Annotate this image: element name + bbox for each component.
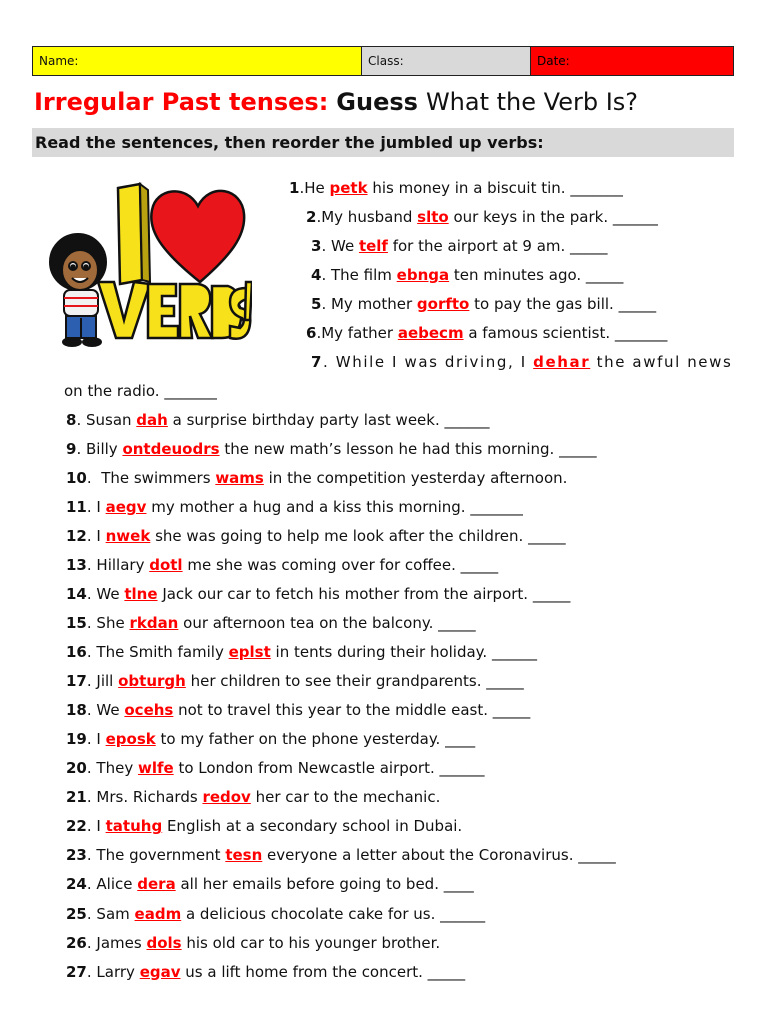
name-label: Name:	[39, 54, 79, 68]
sentence-text-post: our keys in the park. ______	[448, 208, 658, 226]
sentence-number: 14	[66, 585, 87, 604]
jumbled-verb: petk	[329, 179, 368, 197]
title-red-part: Irregular Past tenses:	[34, 88, 329, 116]
sentence-text-pre: We	[91, 701, 125, 720]
sentence-text-post: the new math’s lesson he had this morning. _____	[219, 440, 597, 459]
sentence-number: 5	[311, 295, 322, 313]
sentence-text-pre: My mother	[326, 295, 417, 313]
sentence-text-pre: I	[91, 817, 106, 836]
sentence-number: 9	[66, 440, 77, 459]
sentence-number: 20	[66, 759, 87, 778]
instruction-text: Read the sentences, then reorder the jumbled up verbs:	[35, 133, 544, 152]
sentence-15: 15. She rkdan our afternoon tea on the balcony. _____	[66, 614, 476, 633]
sentence-text-post: a delicious chocolate cake for us. ______	[181, 904, 486, 923]
sentence-text-post: in tents during their holiday. ______	[270, 643, 537, 662]
jumbled-verb: tesn	[225, 846, 263, 865]
sentence-text-post: our afternoon tea on the balcony. _____	[178, 614, 476, 633]
sentence-number: 6	[306, 324, 317, 342]
sentence-25: 25. Sam eadm a delicious chocolate cake for us. ______	[66, 904, 486, 923]
sentence-text-pre: Jill	[91, 672, 119, 691]
class-label: Class:	[368, 54, 404, 68]
sentence-text-pre: He	[304, 179, 330, 197]
jumbled-verb: aegv	[105, 498, 147, 517]
sentence-number: 25	[66, 904, 87, 923]
sentence-19: 19. I eposk to my father on the phone yesterday. ____	[66, 730, 476, 749]
date-field[interactable]	[531, 47, 733, 75]
jumbled-verb: rkdan	[129, 614, 179, 633]
sentence-23: 23. The government tesn everyone a letter about the Coronavirus. _____	[66, 846, 616, 865]
sentence-7: 7. While I was driving, I dehar the awful news	[311, 353, 733, 371]
sentence-text-pre: James	[91, 933, 147, 952]
sentence-20: 20. They wlfe to London from Newcastle airport. ______	[66, 759, 485, 778]
jumbled-verb: dera	[137, 875, 176, 894]
sentence-text-post: me she was coming over for coffee. _____	[182, 556, 499, 575]
sentence-text-pre: Larry	[91, 962, 140, 981]
sentence-text-post: a surprise birthday party last week. ______	[167, 411, 490, 429]
jumbled-verb: redov	[202, 788, 251, 807]
sentence-number: 15	[66, 614, 87, 633]
sentence-18: 18. We ocehs not to travel this year to the middle east. _____	[66, 701, 531, 720]
sentence-text-pre: While I was driving, I	[329, 353, 534, 371]
sentence-text-pre: The Smith family	[91, 643, 229, 662]
sentence-text-pre: The film	[326, 266, 397, 284]
sentence-number: 1	[289, 179, 300, 197]
sentence-text-post: his money in a biscuit tin. _______	[367, 179, 623, 197]
sentence-text-post: Jack our car to fetch his mother from the airport. _____	[157, 585, 571, 604]
sentence-text-post: all her emails before going to bed. ____	[175, 875, 474, 894]
jumbled-verb: nwek	[105, 527, 151, 546]
sentence-text-post: her car to the mechanic.	[250, 788, 441, 807]
sentence-14: 14. We tlne Jack our car to fetch his mother from the airport. _____	[66, 585, 571, 604]
header-table	[32, 46, 734, 76]
sentence-text-pre: Hillary	[91, 556, 150, 575]
sentence-11: 11. I aegv my mother a hug and a kiss this morning. _______	[66, 498, 523, 517]
jumbled-verb: eposk	[105, 730, 156, 749]
jumbled-verb: dols	[146, 933, 182, 952]
sentence-number: 10	[66, 469, 87, 488]
sentence-text-post: us a lift home from the concert. _____	[180, 962, 466, 981]
sentence-12: 12. I nwek she was going to help me look after the children. _____	[66, 527, 566, 546]
instruction-bar	[32, 128, 734, 157]
name-field[interactable]	[33, 47, 362, 75]
sentence-2: 2.My husband slto our keys in the park. ______	[306, 208, 658, 226]
sentence-text-post: everyone a letter about the Coronavirus. _____	[262, 846, 616, 865]
sentence-text-pre: I	[91, 730, 106, 749]
sentence-text-pre: The swimmers	[91, 469, 216, 488]
sentence-5: 5. My mother gorfto to pay the gas bill. _____	[311, 295, 657, 313]
jumbled-verb: egav	[139, 962, 181, 981]
sentence-text-post: to London from Newcastle airport. ______	[173, 759, 485, 778]
sentence-text-post: for the airport at 9 am. _____	[387, 237, 608, 255]
sentence-text-post: in the competition yesterday afternoon.	[263, 469, 568, 488]
sentence-number: 26	[66, 933, 87, 952]
jumbled-verb: slto	[417, 208, 449, 226]
sentence-number: 4	[311, 266, 322, 284]
class-field[interactable]	[362, 47, 531, 75]
sentence-text-pre: Mrs. Richards	[91, 788, 203, 807]
sentence-text-pre: We	[91, 585, 125, 604]
sentence-text-pre: She	[91, 614, 130, 633]
jumbled-verb: eplst	[228, 643, 271, 662]
sentence-number: 3	[311, 237, 322, 255]
jumbled-verb: tatuhg	[105, 817, 163, 836]
sentence-number: 7	[311, 353, 324, 371]
sentence-3: 3. We telf for the airport at 9 am. _____	[311, 237, 608, 255]
sentence-number: 12	[66, 527, 87, 546]
sentence-number: 23	[66, 846, 87, 865]
sentence-number: 22	[66, 817, 87, 836]
title-rest: What the Verb Is?	[425, 88, 639, 116]
kid-figure	[50, 234, 106, 346]
sentence-22: 22. I tatuhg English at a secondary school in Dubai.	[66, 817, 463, 836]
sentence-24: 24. Alice dera all her emails before going to bed. ____	[66, 875, 474, 894]
jumbled-verb: telf	[358, 237, 388, 255]
i-love-verbs-clipart-icon	[40, 170, 252, 350]
sentence-10: 10. The swimmers wams in the competition yesterday afternoon.	[66, 469, 568, 488]
sentence-number: 11	[66, 498, 87, 517]
sentence-text-post: to pay the gas bill. _____	[469, 295, 657, 313]
sentence-text-post: the awful news	[590, 353, 733, 371]
jumbled-verb: gorfto	[416, 295, 470, 313]
sentence-number: 19	[66, 730, 87, 749]
sentence-text-post: a famous scientist. _______	[463, 324, 668, 342]
sentence-text-post: English at a secondary school in Dubai.	[162, 817, 463, 836]
jumbled-verb: obturgh	[118, 672, 186, 691]
sentence-text-pre: The government	[91, 846, 226, 865]
sentence-27: 27. Larry egav us a lift home from the concert. _____	[66, 962, 466, 981]
sentence-6: 6.My father aebecm a famous scientist. _______	[306, 324, 668, 342]
sentence-text-pre: We	[326, 237, 359, 255]
jumbled-verb: eadm	[134, 904, 182, 923]
sentence-number: 16	[66, 643, 87, 662]
jumbled-verb: dehar	[533, 353, 591, 371]
sentence-text-pre: Billy	[81, 440, 123, 459]
jumbled-verb: ontdeuodrs	[122, 440, 220, 459]
page-title	[34, 88, 638, 116]
sentence-8: 8. Susan dah a surprise birthday party last week. ______	[66, 411, 490, 429]
sentence-text-pre: I	[91, 527, 106, 546]
sentence-21: 21. Mrs. Richards redov her car to the mechanic.	[66, 788, 441, 807]
sentence-17: 17. Jill obturgh her children to see their grandparents. _____	[66, 672, 524, 691]
sentence-text-post: his old car to his younger brother.	[181, 933, 441, 952]
jumbled-verb: ocehs	[124, 701, 174, 720]
sentence-text-post: not to travel this year to the middle east. _____	[173, 701, 531, 720]
sentence-number: 8	[66, 411, 77, 429]
sentence-text-post: ten minutes ago. _____	[449, 266, 624, 284]
sentence-text-pre: My father	[321, 324, 398, 342]
jumbled-verb: wams	[215, 469, 264, 488]
jumbled-verb: wlfe	[137, 759, 174, 778]
sentence-number: 2	[306, 208, 317, 226]
date-label: Date:	[537, 54, 570, 68]
jumbled-verb: ebnga	[396, 266, 450, 284]
jumbled-verb: dah	[136, 411, 168, 429]
sentence-number: 18	[66, 701, 87, 720]
sentence-text-pre: Alice	[91, 875, 138, 894]
sentence-text-pre: Sam	[91, 904, 135, 923]
jumbled-verb: dotl	[149, 556, 183, 575]
title-guess: Guess	[336, 88, 418, 116]
sentence-number: 27	[66, 962, 87, 981]
sentence-text-post: my mother a hug and a kiss this morning. _______	[146, 498, 523, 517]
sentence-16: 16. The Smith family eplst in tents during their holiday. ______	[66, 643, 537, 662]
sentence-text-post: she was going to help me look after the children. _____	[150, 527, 566, 546]
sentence-4: 4. The film ebnga ten minutes ago. _____	[311, 266, 624, 284]
sentence-26: 26. James dols his old car to his younger brother.	[66, 933, 441, 952]
sentence-1: 1.He petk his money in a biscuit tin. _______	[289, 179, 623, 197]
sentence-number: 24	[66, 875, 87, 894]
jumbled-verb: aebecm	[397, 324, 464, 342]
sentence-number: 13	[66, 556, 87, 575]
sentence-text-pre: They	[91, 759, 138, 778]
sentence-text-pre: My husband	[321, 208, 418, 226]
sentence-7-continued: on the radio. _______	[64, 382, 217, 400]
sentence-text-post: her children to see their grandparents. _____	[185, 672, 524, 691]
sentence-13: 13. Hillary dotl me she was coming over for coffee. _____	[66, 556, 499, 575]
jumbled-verb: tlne	[124, 585, 158, 604]
sentence-text-pre: Susan	[81, 411, 137, 429]
sentence-number: 17	[66, 672, 87, 691]
sentence-9: 9. Billy ontdeuodrs the new math’s lesson he had this morning. _____	[66, 440, 597, 459]
sentence-text-post: to my father on the phone yesterday. ____	[155, 730, 476, 749]
sentence-text-pre: I	[91, 498, 106, 517]
sentence-number: 21	[66, 788, 87, 807]
